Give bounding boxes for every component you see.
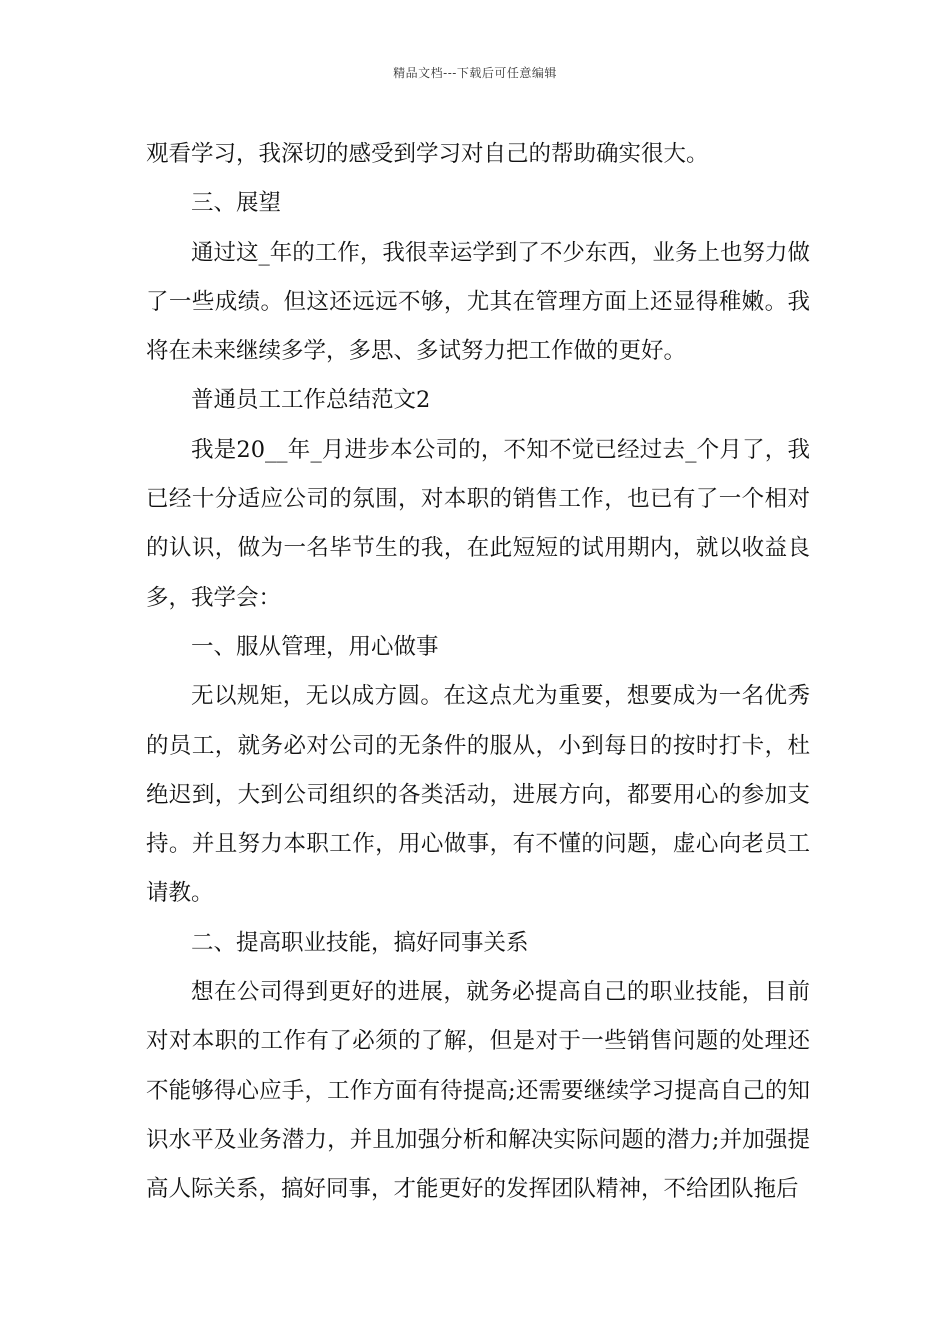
paragraph-obey-management: 无以规矩，无以成方圆。在这点尤为重要，想要成为一名优秀的员工，就务必对公司的无条件的服从，小到每日的按时打卡，杜绝迟到，大到公司组织的各类活动，进展方向，都要用心的参加支持。并且努力本职工作，用心做事，有不懂的问题，虚心向老员工请教。 — [146, 683, 810, 907]
page-header: 精品文档---下载后可任意编辑 — [393, 66, 557, 80]
paragraph-continuation: 观看学习，我深切的感受到学习对自己的帮助确实很大。 — [146, 141, 709, 167]
document-body — [146, 130, 810, 1215]
section-heading-improve-skills: 二、提高职业技能，搞好同事关系 — [191, 929, 529, 956]
paragraph-improve-skills: 想在公司得到更好的进展，就务必提高自己的职业技能，目前对对本职的工作有了必须的了解，但是对于一些销售问题的处理还不能够得心应手，工作方面有待提高;还需要继续学习提高自己的知识水平及业务潜力，并且加强分析和解决实际问题的潜力;并加强提高人际关系，搞好同事，才能更好的发挥团队精神，不给团队拖后 — [146, 979, 810, 1203]
section-heading-outlook: 三、展望 — [191, 190, 282, 217]
section-heading-obey-management: 一、服从管理，用心做事 — [191, 633, 439, 660]
document-title-2: 普通员工工作总结范文2 — [191, 387, 431, 414]
paragraph-intro: 我是20__年_月进步本公司的，不知不觉已经过去_个月了，我已经十分适应公司的氛围，对本职的销售工作，也已有了一个相对的认识，做为一名毕节生的我，在此短短的试用期内，就以收益良多，我学会： — [146, 436, 810, 611]
paragraph-outlook: 通过这_年的工作，我很幸运学到了不少东西，业务上也努力做了一些成绩。但这还远远不够，尤其在管理方面上还显得稚嫩。我将在未来继续多学，多思、多试努力把工作做的更好。 — [146, 239, 810, 365]
